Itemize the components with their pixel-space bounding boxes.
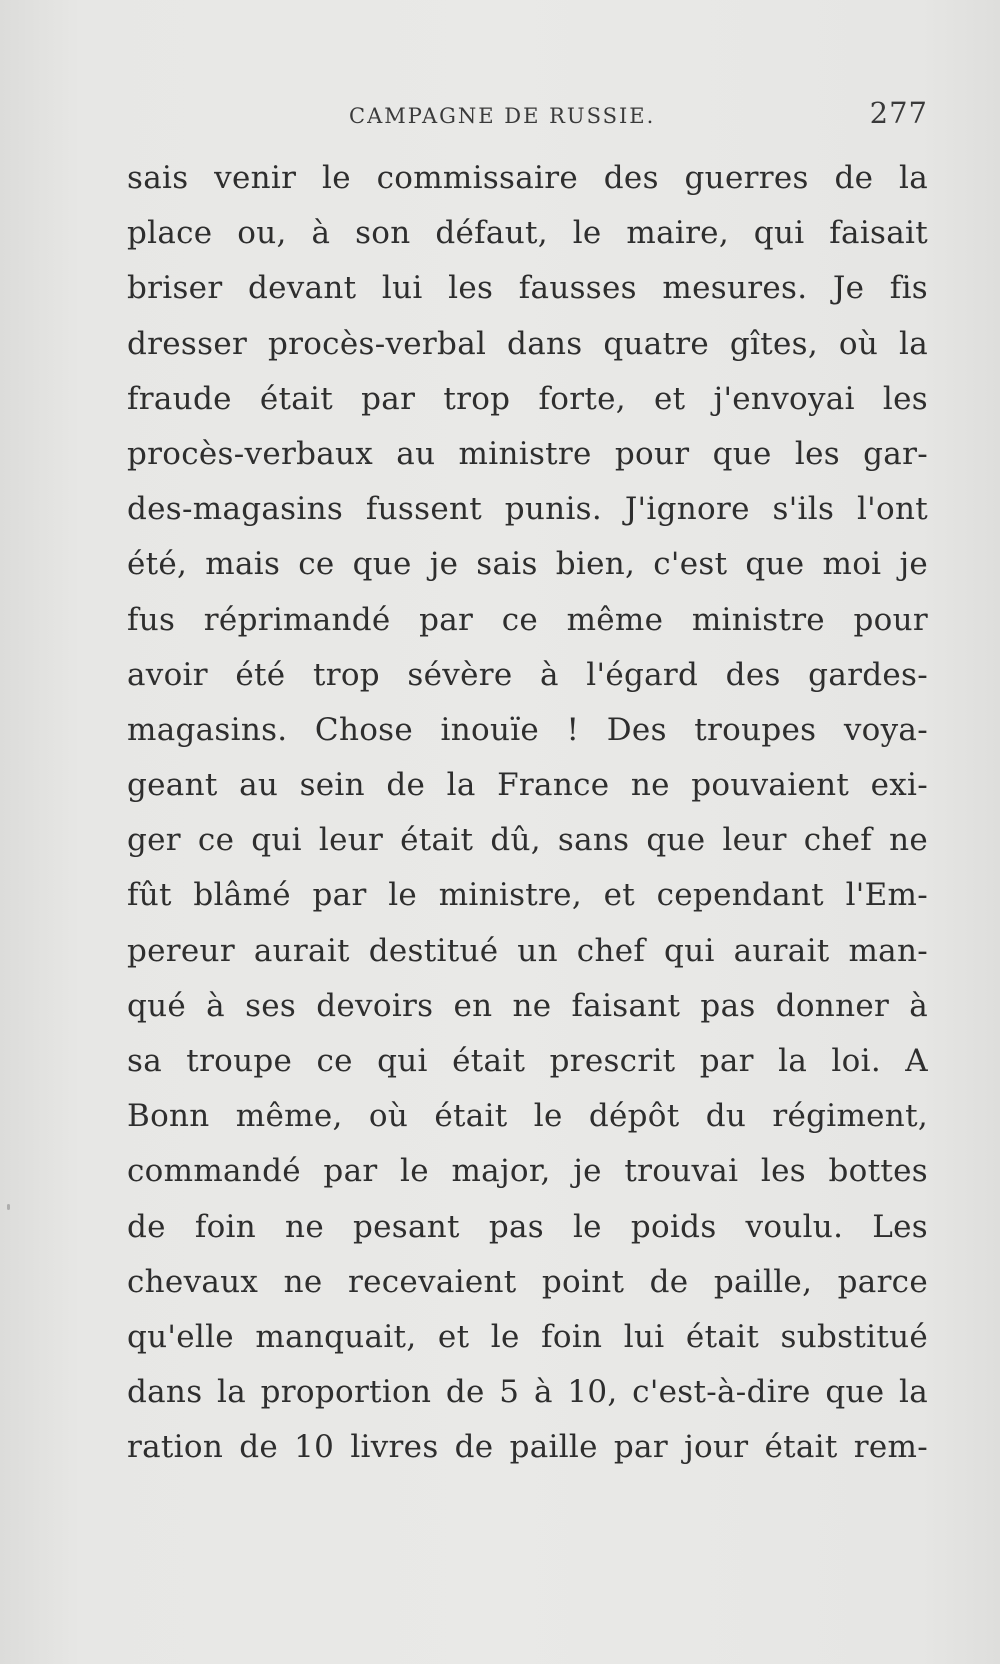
- text-line: été, mais ce que je sais bien, c'est que moi je: [127, 546, 928, 583]
- text-line: fus réprimandé par ce même ministre pour: [127, 601, 928, 638]
- text-line: Bonn même, où était le dépôt du régiment,: [127, 1098, 928, 1135]
- text-line: des-magasins fussent punis. J'ignore s'ils l'ont: [127, 491, 928, 528]
- text-line: avoir été trop sévère à l'égard des gardes-: [127, 656, 928, 693]
- text-line: qu'elle manquait, et le foin lui était substitué: [127, 1318, 928, 1355]
- text-line: fût blâmé par le ministre, et cependant l'Em-: [127, 877, 928, 914]
- text-line: commandé par le major, je trouvai les bottes: [127, 1153, 928, 1190]
- running-head-title: CAMPAGNE DE RUSSIE.: [349, 104, 656, 128]
- text-line: magasins. Chose inouïe ! Des troupes voya-: [127, 711, 928, 748]
- text-line: fraude était par trop forte, et j'envoyai les: [127, 380, 928, 417]
- margin-speck: [7, 1204, 10, 1210]
- text-line: ger ce qui leur était dû, sans que leur chef ne: [127, 822, 928, 859]
- text-line: pereur aurait destitué un chef qui aurait man-: [127, 932, 928, 969]
- text-line: procès-verbaux au ministre pour que les gar-: [127, 435, 928, 472]
- running-head: [128, 96, 928, 136]
- text-line: dresser procès-verbal dans quatre gîtes, où la: [127, 325, 928, 362]
- text-line: geant au sein de la France ne pouvaient exi-: [127, 767, 928, 804]
- text-line: place ou, à son défaut, le maire, qui faisait: [127, 215, 928, 252]
- text-line: briser devant lui les fausses mesures. Je fis: [127, 270, 928, 307]
- text-line: sais venir le commissaire des guerres de la: [127, 160, 928, 196]
- text-line: de foin ne pesant pas le poids voulu. Les: [127, 1208, 928, 1245]
- text-line: dans la proportion de 5 à 10, c'est-à-dire que la: [127, 1374, 928, 1411]
- text-line: qué à ses devoirs en ne faisant pas donner à: [127, 987, 928, 1024]
- text-line: ration de 10 livres de paille par jour était rem-: [127, 1429, 928, 1466]
- text-line: sa troupe ce qui était prescrit par la loi. A: [127, 1043, 928, 1079]
- body-text: [127, 151, 928, 1476]
- text-line: chevaux ne recevaient point de paille, parce: [127, 1263, 928, 1300]
- page-number: 277: [869, 96, 928, 130]
